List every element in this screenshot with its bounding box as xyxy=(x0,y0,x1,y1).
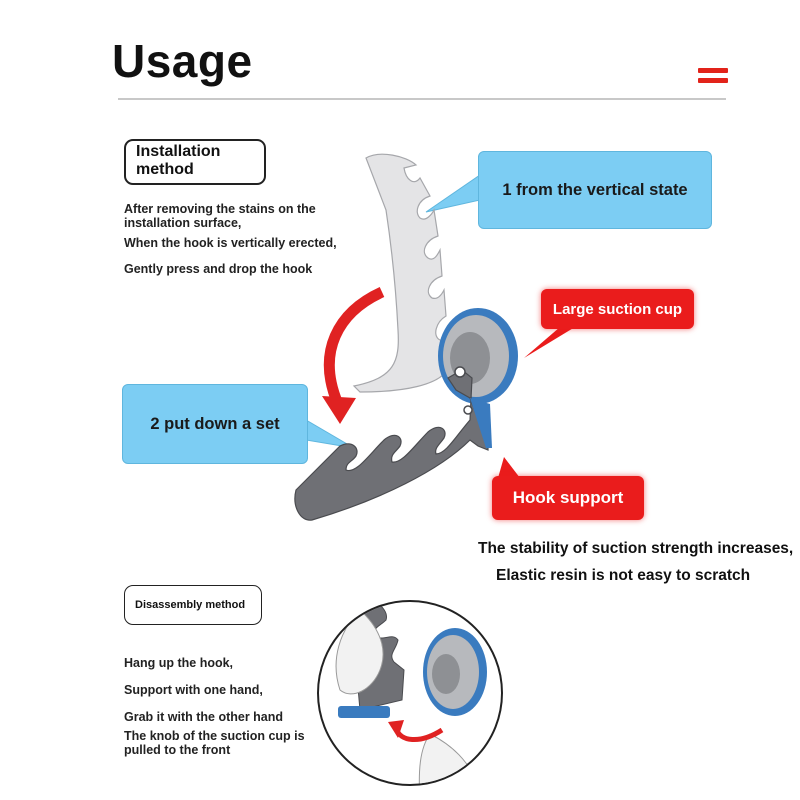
arrow-head-icon xyxy=(322,396,356,424)
feature-elastic-resin: Elastic resin is not easy to scratch xyxy=(496,567,751,584)
page-title: Usage xyxy=(112,35,253,87)
disasm-step-1: Hang up the hook, xyxy=(124,656,234,670)
installation-method-label: Installation method xyxy=(124,139,266,185)
callout-pointer-vertical xyxy=(426,175,480,212)
disasm-step-4: The knob of the suction cup is pulled to the front xyxy=(124,729,305,758)
install-step-1: After removing the stains on the installation surface, xyxy=(124,202,316,231)
horizontal-hook-illustration xyxy=(295,370,492,520)
feature-suction-stability: The stability of suction strength increases, xyxy=(478,540,794,557)
callout-vertical-state: 1 from the vertical state xyxy=(478,151,712,229)
callout-pointer-support xyxy=(498,457,520,478)
install-step-3: Gently press and drop the hook xyxy=(124,262,313,276)
callout-large-suction-cup: Large suction cup xyxy=(541,289,694,329)
disasm-step-3: Grab it with the other hand xyxy=(124,710,284,724)
disasm-step-2: Support with one hand, xyxy=(124,683,263,697)
disassembly-method-label: Disassembly method xyxy=(124,585,262,625)
suction-cup-illustration xyxy=(438,308,518,404)
callout-pointer-suction xyxy=(524,327,575,358)
vertical-hook-illustration xyxy=(354,154,448,392)
install-step-2: When the hook is vertically erected, xyxy=(124,236,337,250)
disassembly-illustration xyxy=(318,600,502,800)
callout-hook-support: Hook support xyxy=(492,476,644,520)
callout-put-down: 2 put down a set xyxy=(122,384,308,464)
